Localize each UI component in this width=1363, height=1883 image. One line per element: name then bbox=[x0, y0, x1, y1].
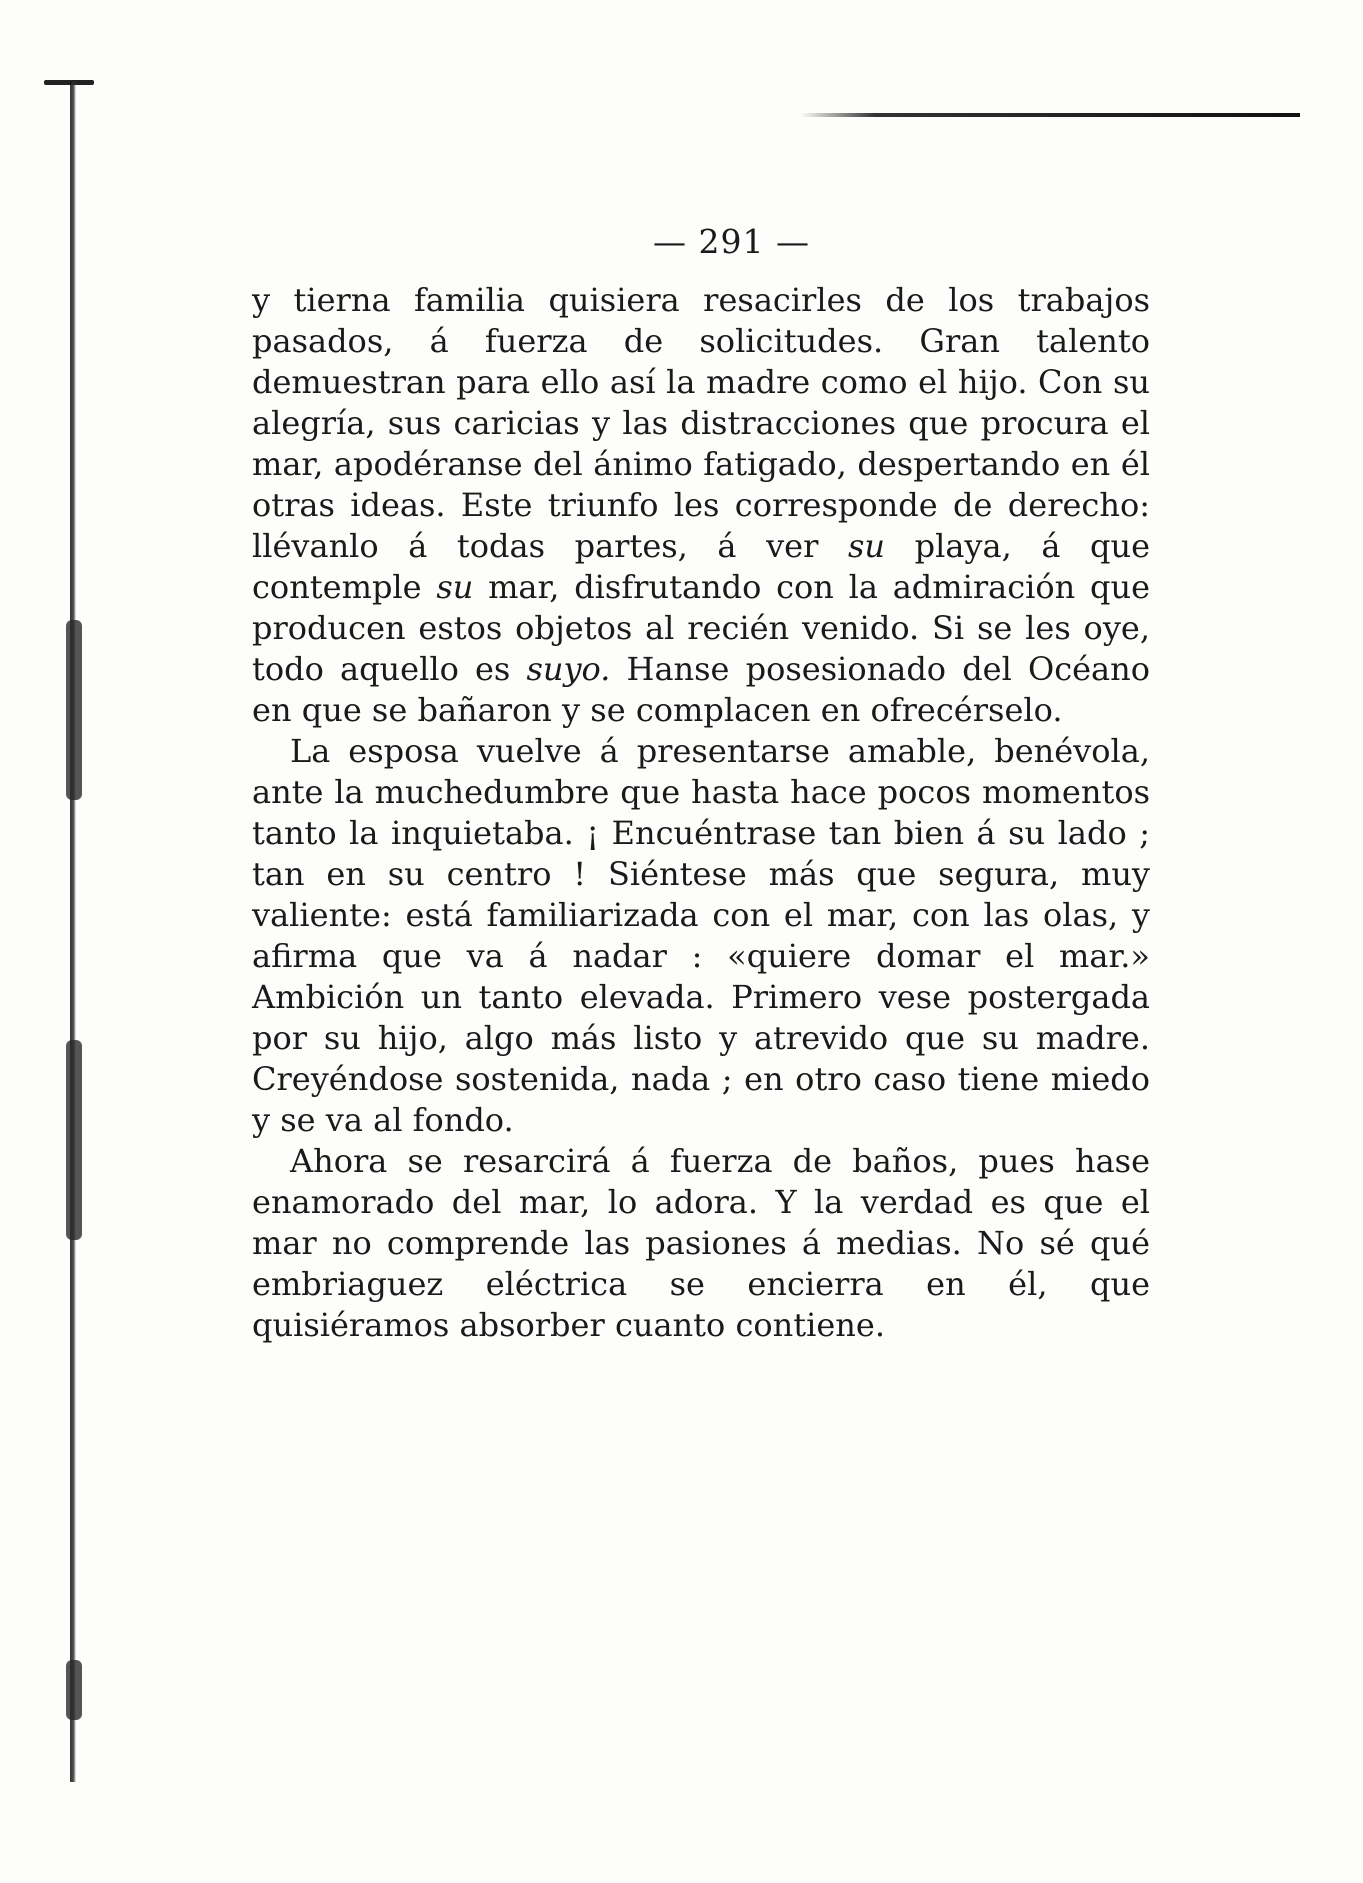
binding-shadow-blot bbox=[66, 1660, 82, 1720]
binding-shadow-blot bbox=[66, 620, 82, 800]
paragraph-1-italic-suyo: suyo. bbox=[526, 650, 611, 688]
paragraph-3 bbox=[252, 1141, 1150, 1346]
paragraph-1-segment: y tierna familia quisiera resacirles de los trabajos pasados, á fuerza de solicitudes. Gran talento demuestran para ello así la madre como el hijo. Con su alegría, sus caricias y las distracciones que procura el mar, apodéranse del ánimo fatigado, despertando en él otras ideas. Este triunfo les corresponde de derecho: llévanlo á todas partes, á ver bbox=[252, 281, 1150, 565]
binding-edge-cap bbox=[44, 80, 94, 85]
paragraph-1-italic-su: su bbox=[436, 568, 474, 606]
paragraph-2-segment: La esposa vuelve á presentarse amable, benévola, ante la muchedumbre que hasta hace pocos momentos tanto la inquietaba. ¡ Encuéntrase tan bien á su lado ; tan en su centro ! Siéntese más que segura, muy valiente: está familiarizada con el mar, con las olas, y afirma que va á nadar : «quiere domar el mar.» Ambición un tanto elevada. Primero vese postergada por su hijo, algo más listo y atrevido que su madre. Creyéndose sostenida, nada ; en otro caso tiene miedo y se va al fondo. bbox=[252, 732, 1150, 1139]
binding-shadow-blot bbox=[66, 1040, 82, 1240]
paragraph-1-italic-su: su bbox=[848, 527, 886, 565]
body-text bbox=[252, 280, 1150, 1346]
paragraph-1-segment: playa, á que contemple bbox=[252, 527, 1151, 606]
binding-edge bbox=[70, 82, 76, 1782]
paragraph-2 bbox=[252, 731, 1150, 1141]
page-number: — 291 — bbox=[653, 222, 810, 261]
paragraph-1-segment: mar, disfrutando con la admiración que producen estos objetos al recién venido. Si se les oye, todo aquello es bbox=[252, 568, 1151, 688]
paragraph-1 bbox=[252, 280, 1150, 731]
paragraph-3-segment: Ahora se resarcirá á fuerza de baños, pues hase enamorado del mar, lo adora. Y la verdad es que el mar no comprende las pasiones á medias. No sé qué embriaguez eléctrica se encierra en él, que quisiéramos absorber cuanto contiene. bbox=[252, 1142, 1150, 1344]
top-edge-rule bbox=[800, 113, 1300, 117]
paragraph-1-segment: Hanse posesionado del Océano en que se bañaron y se complacen en ofrecérselo. bbox=[252, 650, 1151, 729]
